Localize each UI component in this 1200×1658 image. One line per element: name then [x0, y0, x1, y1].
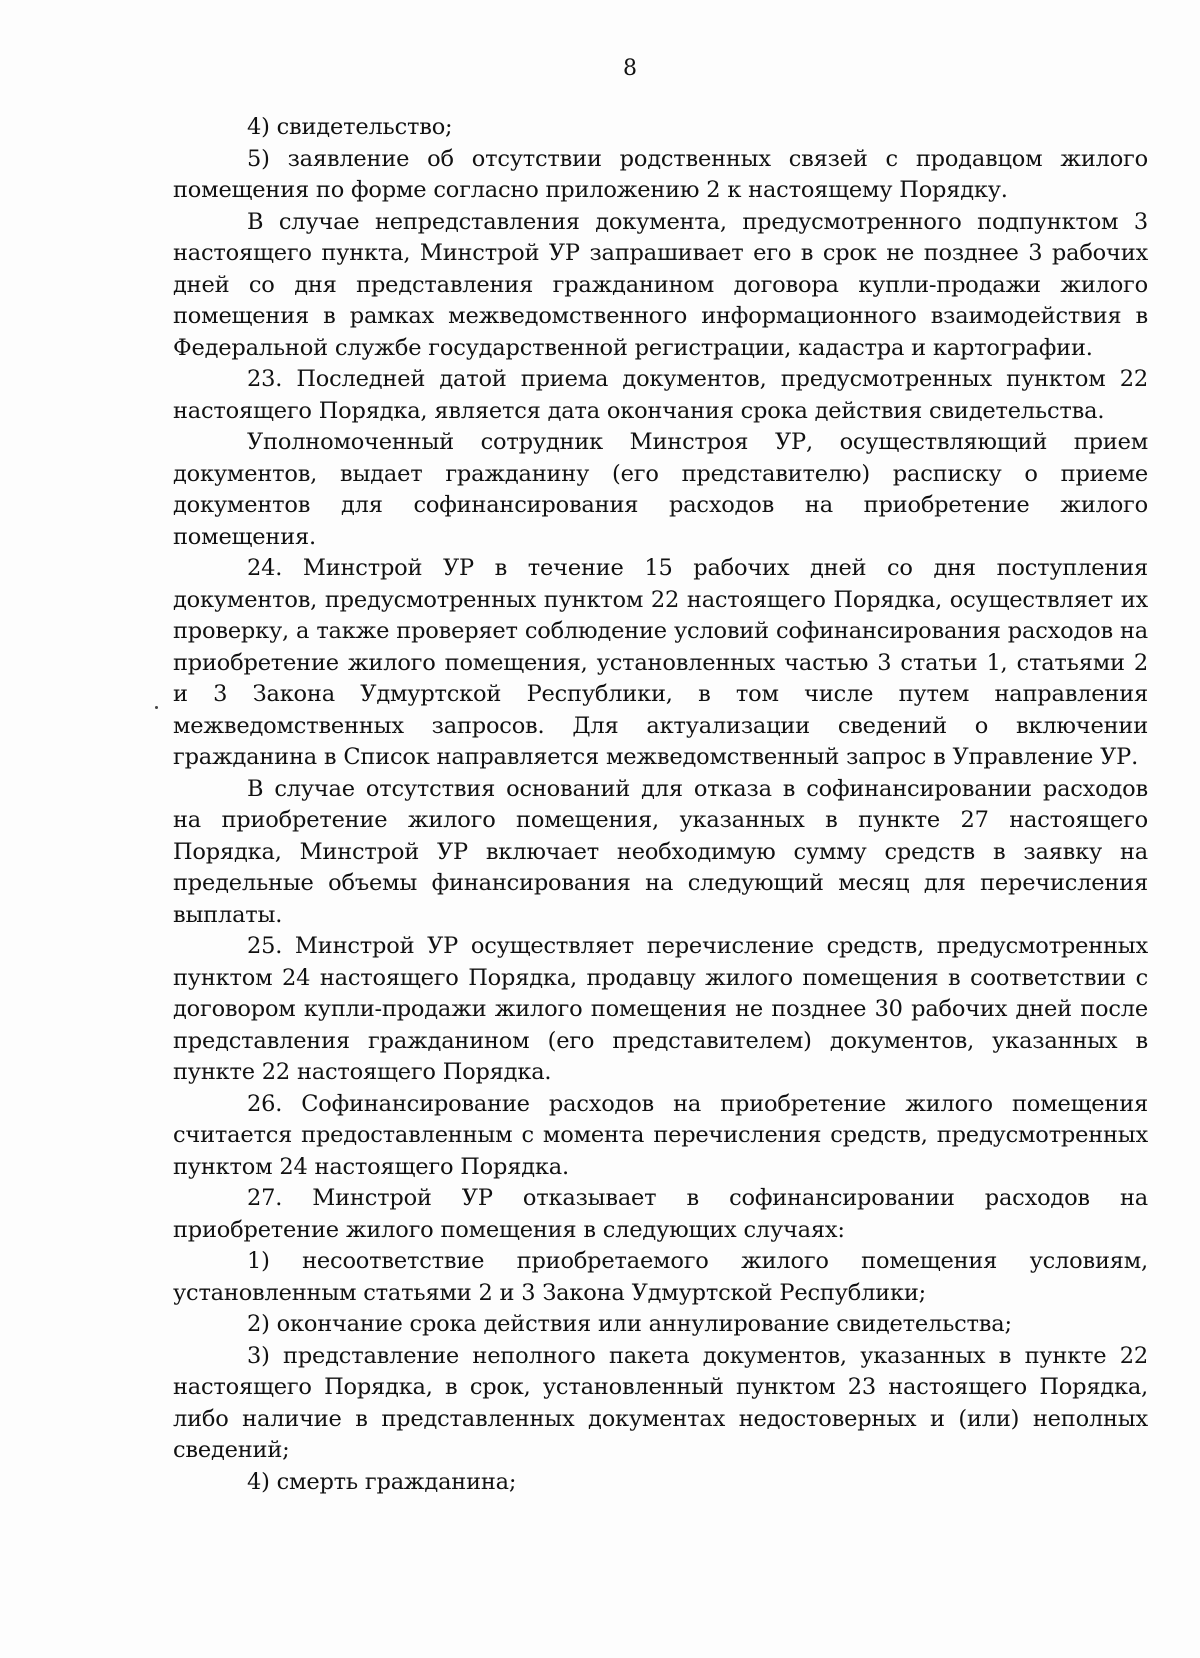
paragraph-clause-27: 27. Минстрой УР отказывает в софинансировании расходов на приобретение жилого помещения в следующих случаях:: [173, 1185, 1148, 1243]
paragraph-clause-24: 24. Минстрой УР в течение 15 рабочих дней со дня поступления документов, предусмотренных пунктом 22 настоящего Порядка, осуществляет их проверку, а также проверяет соблюдение условий софинансирования расходов на приобретение жилого помещения, установленных частью 3 статьи 1, статьями 2 и 3 Закона Удмуртской Республики, в том числе путем направления межведомственных запросов. Для актуализации сведений о включении гражданина в Список направляется межведомственный запрос в Управление УР.: [173, 555, 1148, 770]
paragraph-nonsubmission: В случае непредставления документа, предусмотренного подпунктом 3 настоящего пункта, Минстрой УР запрашивает его в срок не позднее 3 рабочих дней со дня представления гражданином договора купли-продажи жилого помещения в рамках межведомственного информационного взаимодействия в Федеральной службе государственной регистрации, кадастра и картографии.: [173, 208, 1148, 361]
paragraph-clause-25: 25. Минстрой УР осуществляет перечисление средств, предусмотренных пунктом 24 настоящего Порядка, продавцу жилого помещения в соответствии с договором купли-продажи жилого помещения не позднее 30 рабочих дней после представления гражданином (его представителем) документов, указанных в пункте 22 настоящего Порядка.: [173, 933, 1148, 1085]
paragraph-clause-26: 26. Софинансирование расходов на приобретение жилого помещения считается предоставленным с момента перечисления средств, предусмотренных пунктом 24 настоящего Порядка.: [173, 1090, 1148, 1180]
paragraph-refusal-2: 2) окончание срока действия или аннулирование свидетельства;: [247, 1311, 1012, 1337]
paragraph-refusal-4: 4) смерть гражданина;: [247, 1468, 517, 1495]
paragraph-clause-23: 23. Последней датой приема документов, предусмотренных пунктом 22 настоящего Порядка, является дата окончания срока действия свидетельства.: [173, 366, 1148, 424]
paragraph-receipt: Уполномоченный сотрудник Минстроя УР, осуществляющий прием документов, выдает гражданину (его представителю) расписку о приеме документов для софинансирования расходов на приобретение жилого помещения.: [173, 429, 1148, 550]
paragraph-refusal-1: 1) несоответствие приобретаемого жилого помещения условиям, установленным статьями 2 и 3 Закона Удмуртской Республики;: [173, 1248, 1148, 1306]
paragraph-item-5-statement: 5) заявление об отсутствии родственных связей с продавцом жилого помещения по форме согласно приложению 2 к настоящему Порядку.: [173, 145, 1148, 203]
paragraph-refusal-3: 3) представление неполного пакета документов, указанных в пункте 22 настоящего Порядка, в срок, установленный пунктом 23 настоящего Порядка, либо наличие в представленных документах недостоверных и (или) неполных сведений;: [173, 1342, 1148, 1463]
paragraph-item-4-certificate: 4) свидетельство;: [247, 114, 453, 140]
page-number: 8: [623, 56, 637, 81]
document-body: [173, 112, 1148, 1498]
scan-speck: [155, 706, 158, 709]
paragraph-no-grounds-refusal: В случае отсутствия оснований для отказа в софинансировании расходов на приобретение жилого помещения, указанных в пункте 27 настоящего Порядка, Минстрой УР включает необходимую сумму средств в заявку на предельные объемы финансирования на следующий месяц для перечисления выплаты.: [173, 775, 1148, 928]
